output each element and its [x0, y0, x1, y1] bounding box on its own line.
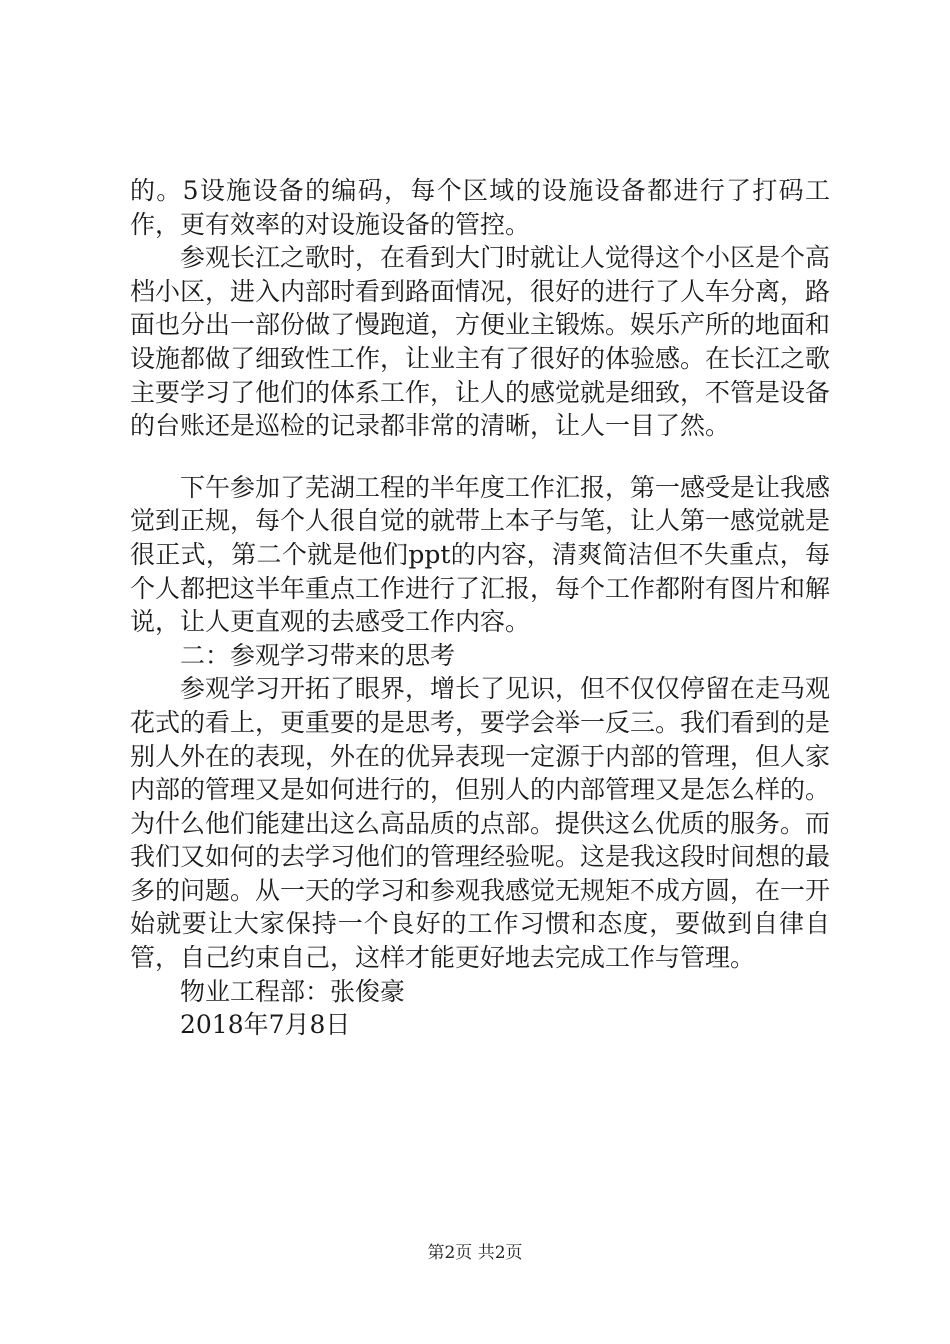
- paragraph-reflection: 参观学习开拓了眼界，增长了见识，但不仅仅停留在走马观花式的看上，更重要的是思考，要学会举一反三。我们看到的是别人外在的表现，外在的优异表现一定源于内部的管理，但人家内部的管理又是如何进行的，但别人的内部管理又是怎么样的。为什么他们能建出这么高品质的点部。提供这么优质的服务。而我们又如何的去学习他们的管理经验呢。这是我这段时间想的最多的问题。从一天的学习和参观我感觉无规矩不成方圆，在一开始就要让大家保持一个良好的工作习惯和态度，要做到自律自管，自己约束自己，这样才能更好地去完成工作与管理。: [130, 674, 831, 973]
- paragraph-wuhu-report: 下午参加了芜湖工程的半年度工作汇报，第一感受是让我感觉到正规，每个人很自觉的就带上本子与笔，让人第一感觉就是很正式，第二个就是他们ppt的内容，清爽简洁但不失重点，每个人都把这半年重点工作进行了汇报，每个工作都附有图片和解说，让人更直观的去感受工作内容。: [130, 472, 831, 637]
- page-number-footer: 第2页 共2页: [427, 1243, 523, 1263]
- signature-department: 物业工程部：张俊豪: [180, 976, 406, 1006]
- paragraph-spacer: [130, 443, 830, 471]
- signature-date: 2018年7月8日: [180, 1010, 351, 1040]
- section-heading-thoughts: 二：参观学习带来的思考: [180, 640, 456, 670]
- paragraph-continuation: 的。5设施设备的编码，每个区域的设施设备都进行了打码工作，更有效率的对设施设备的管控。: [130, 176, 830, 239]
- paragraph-changjiang-visit: 参观长江之歌时，在看到大门时就让人觉得这个小区是个高档小区，进入内部时看到路面情况，很好的进行了人车分离，路面也分出一部份做了慢跑道，方便业主锻炼。娱乐产所的地面和设施都做了细致性工作，让业主有了很好的体验感。在长江之歌主要学习了他们的体系工作，让人的感觉就是细致，不管是设备的台账还是巡检的记录都非常的清晰，让人一目了然。: [130, 243, 831, 441]
- document-body: [130, 174, 830, 1042]
